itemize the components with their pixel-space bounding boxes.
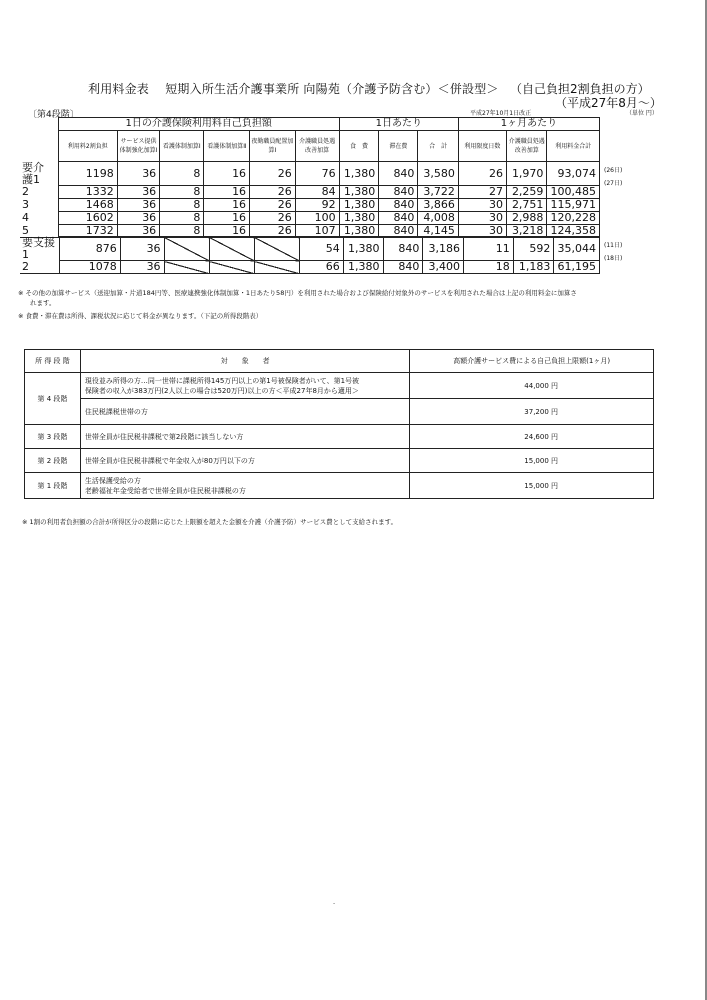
fee-cell: 115,971 [547,199,600,212]
period-note: （平成27年8月～） [555,96,662,110]
fee-cell: 1,970 [506,162,546,186]
note-additional-services: ※ その他の加算サービス（送迎加算・片道184円等、医療連携強化体制加算・1日あたり58円）を利用された場合および保険給付対象外のサービスを利用された場合は上記の利用料金に加算さ [18,289,577,297]
row-label: 2 [20,261,60,274]
fee-cell: 30 [458,199,506,212]
income-rank-label: 〔第4段階〕 [28,110,79,120]
fee-cell: 3,400 [423,261,464,274]
fee-cell: 92 [295,199,339,212]
fee-cell: 8 [160,225,204,238]
fee-cell: 54 [299,237,343,261]
fee-cell: 840 [379,212,418,225]
stage-4-high-income-line2: 保険者の収入が383万円(2人以上の場合は520万円)以上の方＜平成27年8月から適用＞ [84,386,359,395]
burden-note: （自己負担2割負担の方） [510,82,650,96]
scan-mark: - [333,900,336,907]
column-header: 介護職員処遇改善加算 [295,131,339,162]
fee-cell: 35,044 [554,237,600,261]
days-note: (26日) [604,166,623,174]
page-title: 利用料金表 短期入所生活介護事業所 向陽苑（介護予防含む）＜併設型＞ [88,82,499,96]
fee-row [20,199,600,212]
fee-cell: 36 [120,261,164,274]
not-applicable-cell [164,237,209,261]
stage-4-high-income-amount: 44,000 円 [410,373,654,399]
fee-cell: 840 [383,237,423,261]
fee-cell: 3,580 [418,162,458,186]
fee-cell: 124,358 [547,225,600,238]
fee-cell: 840 [379,199,418,212]
stage-4-high-income-line1: 現役並み所得の方…同一世帯に課税所得145万円以上の第1号被保険者がいて、第1号被 [84,376,360,385]
group-header-daily-insurance: 1日の介護保険利用料自己負担額 [58,118,339,131]
not-applicable-cell [254,237,299,261]
days-note: (18日) [604,254,623,262]
fee-cell: 120,228 [547,212,600,225]
column-header: 合 計 [418,131,458,162]
fee-cell: 2,259 [506,186,546,199]
header-limit: 高額介護サービス費による自己負担上限額(1ヶ月) [410,350,654,373]
fee-cell: 61,195 [554,261,600,274]
fee-cell: 1198 [58,162,117,186]
stage-2-text: 世帯全員が住民税非課税で年金収入が80万円以下の方 [80,449,409,473]
column-header: 利用料金合計 [547,131,600,162]
note-additional-services-cont: れます。 [30,299,56,307]
fee-row [20,186,600,199]
column-header: 介護職員処遇改善加算 [506,131,546,162]
fee-row [20,261,600,274]
row-label: 2 [20,186,58,199]
fee-cell: 36 [117,212,159,225]
fee-cell: 592 [513,237,554,261]
fee-cell: 3,186 [423,237,464,261]
fee-cell: 107 [295,225,339,238]
fee-cell: 26 [250,186,296,199]
fee-cell: 36 [117,199,159,212]
fee-cell: 4,145 [418,225,458,238]
fee-cell: 876 [60,237,120,261]
fee-cell: 1732 [58,225,117,238]
note-high-cost-payment: ※ 1割の利用者負担額の合計が所得区分の段階に応じた上限額を超えた金額を介護（介護予防）サービス費として支給されます。 [22,518,398,526]
stage-3-amount: 24,600 円 [410,425,654,449]
support-fee-table [20,236,600,274]
stage-2-amount: 15,000 円 [410,449,654,473]
column-header: 看護体制加算Ⅰ [160,131,204,162]
not-applicable-cell [209,237,254,261]
fee-cell: 1602 [58,212,117,225]
stage-2: 第 2 段階 [25,449,81,473]
days-note: (11日) [604,241,623,249]
fee-cell: 2,751 [506,199,546,212]
fee-cell: 30 [458,212,506,225]
revision-date: 平成27年10月1日改正 [470,110,532,117]
fee-cell: 100 [295,212,339,225]
income-limit-table [24,349,654,499]
fee-table [20,117,600,238]
row-label: 5 [20,225,58,238]
fee-cell: 26 [250,225,296,238]
not-applicable-cell [209,261,254,274]
unit-label: （単位 円） [626,110,658,117]
fee-cell: 16 [204,212,250,225]
fee-cell: 26 [458,162,506,186]
fee-cell: 26 [250,199,296,212]
fee-cell: 36 [117,162,159,186]
row-label: 4 [20,212,58,225]
not-applicable-cell [164,261,209,274]
fee-cell: 16 [204,186,250,199]
fee-cell: 840 [379,225,418,238]
fee-row [20,237,600,261]
fee-cell: 840 [379,186,418,199]
stage-3: 第 3 段階 [25,425,81,449]
fee-cell: 26 [250,162,296,186]
fee-cell: 26 [250,212,296,225]
fee-cell: 1,380 [339,162,379,186]
not-applicable-cell [254,261,299,274]
fee-cell: 93,074 [547,162,600,186]
days-note: (27日) [604,179,623,187]
fee-cell: 76 [295,162,339,186]
column-header: 利用限度日数 [458,131,506,162]
fee-cell: 8 [160,199,204,212]
fee-cell: 1,183 [513,261,554,274]
stage-4-taxable-amount: 37,200 円 [410,399,654,425]
fee-cell: 36 [120,237,164,261]
stage-4-high-income [80,373,409,399]
group-header-per-day: 1日あたり [339,118,458,131]
fee-cell: 840 [383,261,423,274]
stage-1-line2: 老齢福祉年金受給者で世帯全員が住民税非課税の方 [84,486,246,495]
fee-cell: 1,380 [339,186,379,199]
fee-row [20,212,600,225]
fee-cell: 16 [204,199,250,212]
fee-cell: 4,008 [418,212,458,225]
fee-cell: 1078 [60,261,120,274]
fee-cell: 1332 [58,186,117,199]
stage-1-amount: 15,000 円 [410,473,654,499]
fee-cell: 100,485 [547,186,600,199]
fee-cell: 1,380 [343,261,383,274]
fee-cell: 1,380 [339,199,379,212]
fee-cell: 840 [379,162,418,186]
fee-row [20,162,600,186]
group-header-per-month: 1ヶ月あたり [458,118,599,131]
stage-4-taxable-text: 住民税課税世帯の方 [80,399,409,425]
fee-cell: 30 [458,225,506,238]
note-food-stay: ※ 食費・滞在費は所得、課税状況に応じて料金が異なります。（下記の所得段階表） [18,312,263,320]
stage-3-text: 世帯全員が住民税非課税で第2段階に該当しない方 [80,425,409,449]
stage-1-line1: 生活保護受給の方 [84,476,141,485]
stage-4: 第 4 段階 [25,373,81,425]
fee-cell: 36 [117,186,159,199]
fee-cell: 1468 [58,199,117,212]
fee-cell: 1,380 [343,237,383,261]
row-label: 要介護1 [20,162,58,186]
row-label: 3 [20,199,58,212]
fee-cell: 84 [295,186,339,199]
header-income-stage: 所 得 段 階 [25,350,81,373]
fee-cell: 3,218 [506,225,546,238]
fee-cell: 11 [463,237,513,261]
column-header: 看護体制加算Ⅱ [204,131,250,162]
fee-cell: 8 [160,186,204,199]
fee-cell: 16 [204,162,250,186]
column-header: 滞在費 [379,131,418,162]
fee-cell: 27 [458,186,506,199]
fee-cell: 3,722 [418,186,458,199]
fee-cell: 16 [204,225,250,238]
column-header: サービス提供体制強化加算Ⅰ [117,131,159,162]
header-target: 対 象 者 [80,350,409,373]
stage-1: 第 1 段階 [25,473,81,499]
fee-cell: 18 [463,261,513,274]
stage-1-text [80,473,409,499]
column-header: 食 費 [339,131,379,162]
fee-cell: 2,988 [506,212,546,225]
fee-cell: 1,380 [339,212,379,225]
fee-cell: 8 [160,212,204,225]
fee-cell: 8 [160,162,204,186]
row-label: 要支援1 [20,237,60,261]
column-header: 利用料2割負担 [58,131,117,162]
fee-cell: 3,866 [418,199,458,212]
column-header: 夜勤職員配置加算Ⅰ [250,131,296,162]
fee-cell: 1,380 [339,225,379,238]
fee-cell: 36 [117,225,159,238]
fee-cell: 66 [299,261,343,274]
